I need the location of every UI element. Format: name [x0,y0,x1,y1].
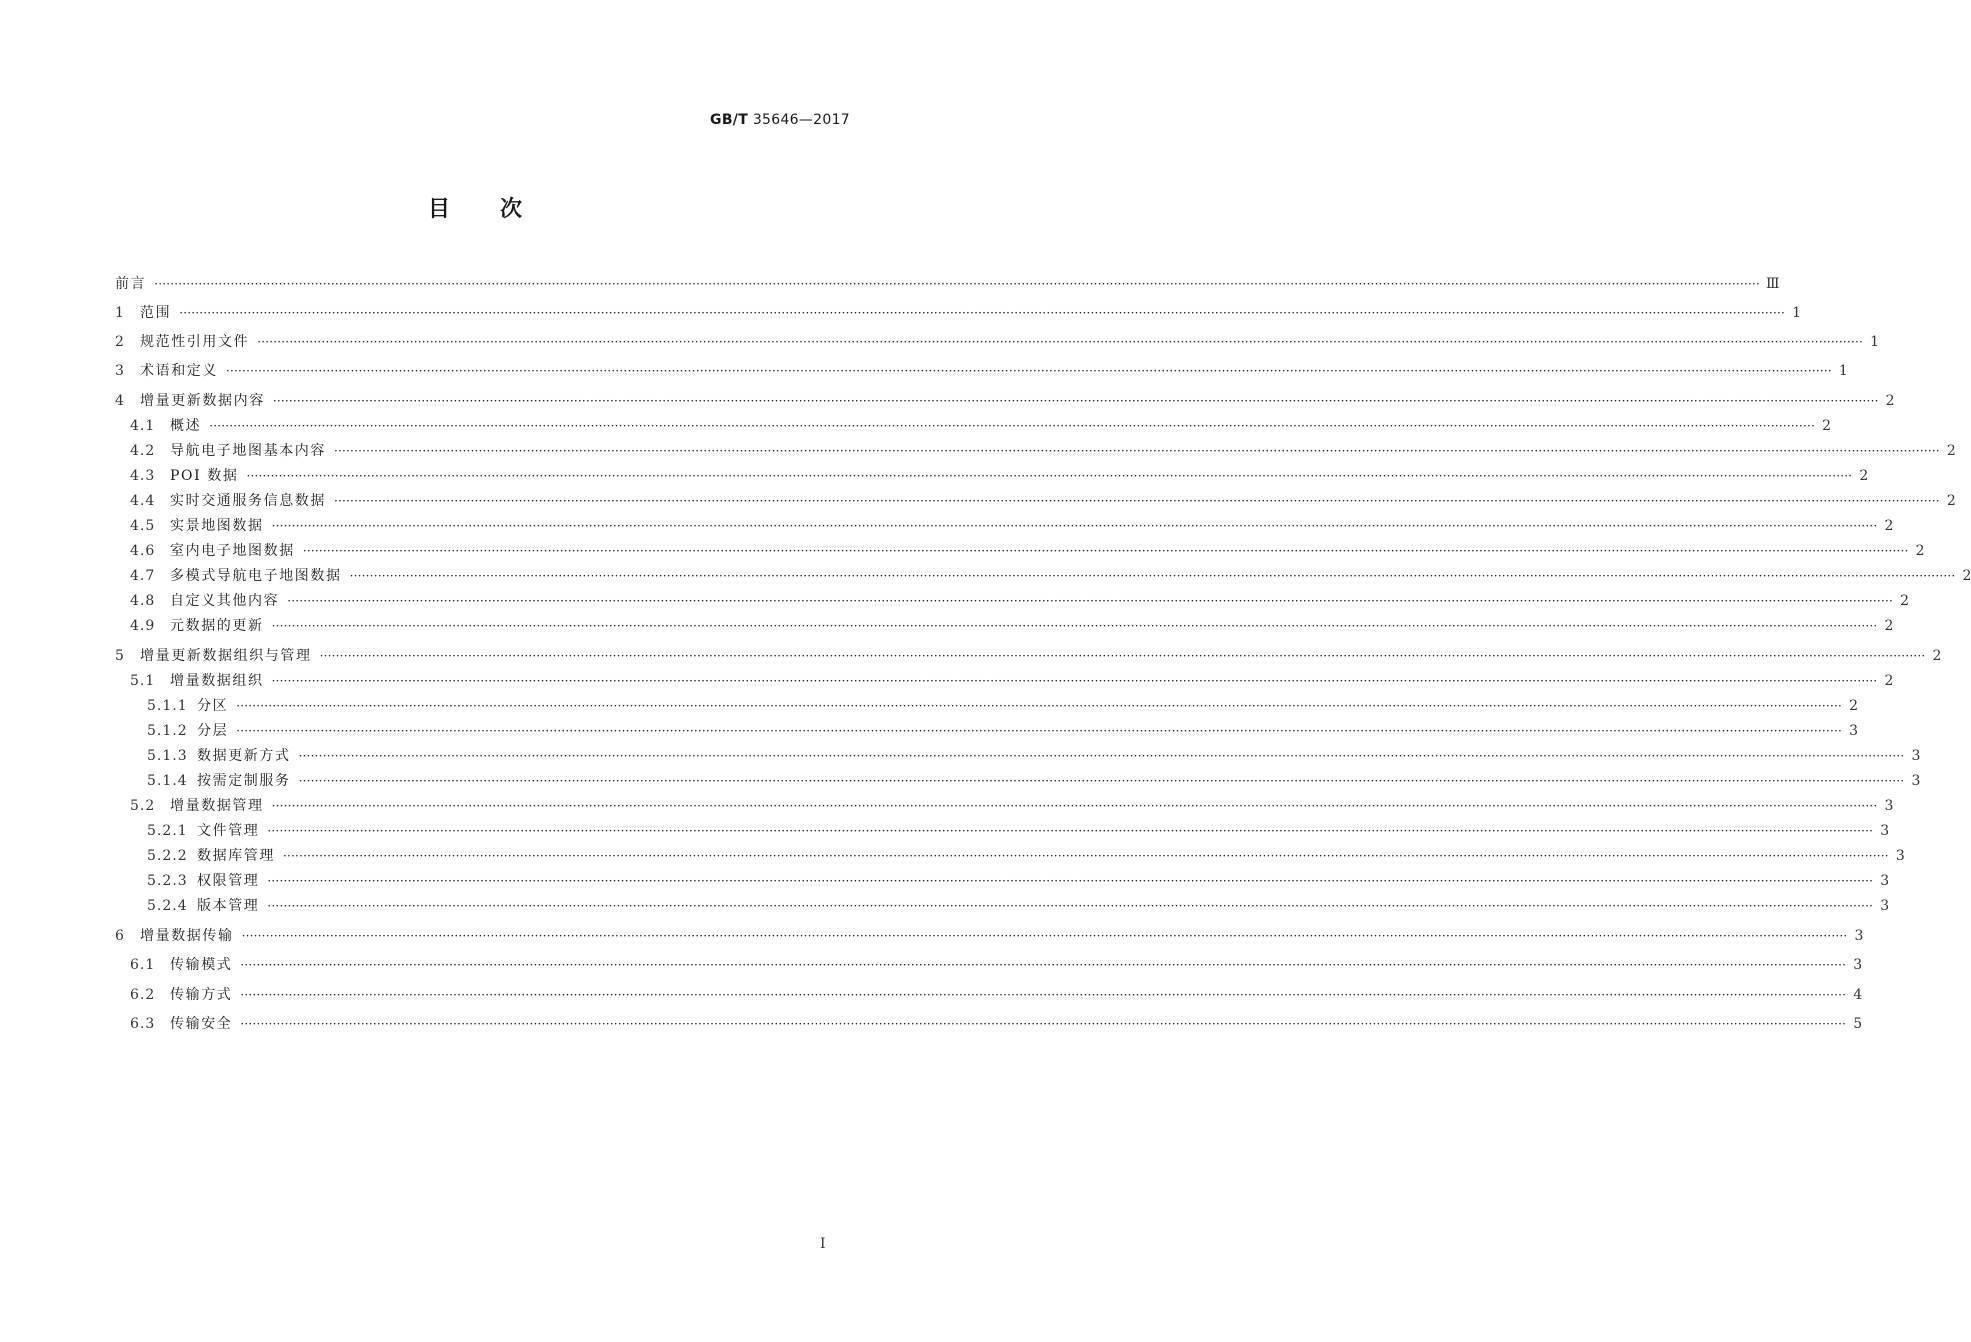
toc-entry[interactable] [130,491,1956,511]
toc-entry[interactable] [130,591,1909,611]
toc-entry-page: 3 [1880,823,1890,839]
toc-entry[interactable] [147,846,1905,866]
toc-entry[interactable] [130,566,1971,586]
toc-entry-page: 2 [1884,518,1894,534]
toc-entry-number: 2 [115,334,125,350]
toc-entry-page: 2 [1946,443,1956,459]
toc-entry[interactable] [147,721,1858,741]
toc-entry[interactable] [130,541,1925,561]
toc-entry-page: 1 [1870,334,1879,350]
toc-leader-dots: ················································································································································································································································································································································································································ [267,899,1874,913]
toc-leader-dots: ················································································································································································································································································································································································································ [226,364,1832,378]
toc-entry[interactable] [130,416,1831,436]
toc-entry-number: 5 [115,648,125,664]
toc-entry-label: 数据库管理 [197,848,275,864]
toc-leader-dots: ················································································································································································································································································································································································································ [209,419,1815,433]
toc-entry-number: 6.3 [130,1016,156,1032]
toc-entry-page: 5 [1853,1016,1863,1032]
toc-entry-number: 4.9 [130,618,156,634]
toc-entry-page: 3 [1880,898,1890,914]
toc-leader-dots: ················································································································································································································································································································································································································ [349,569,1956,583]
toc-leader-dots: ················································································································································································································································································································································································································ [287,594,1893,608]
toc-entry-label: 传输安全 [170,1016,233,1032]
toc-leader-dots: ················································································································································································································································································································································································································ [246,469,1853,483]
toc-entry-number: 5.2.3 [147,873,188,889]
toc-entry-number: 3 [115,363,125,379]
toc-entry-number: 1 [115,305,125,321]
toc-entry-number: 4.4 [130,493,156,509]
toc-entry-number: 5.1.3 [147,748,188,764]
toc-leader-dots: ················································································································································································································································································································································································································ [240,1017,1847,1031]
toc-entry-page: 1 [1792,305,1801,321]
toc-entry[interactable] [147,871,1890,891]
toc-entry-number: 5.2.2 [147,848,188,864]
page-number: Ⅰ [820,1236,826,1252]
toc-entry-number: 5.2.1 [147,823,188,839]
toc-entry-label: 增量数据传输 [140,928,234,944]
toc-leader-dots: ················································································································································································································································································································································································································ [236,699,1842,713]
toc-leader-dots: ················································································································································································································································································································································································································ [334,444,1940,458]
toc-entry[interactable] [130,466,1869,486]
toc-leader-dots: ················································································································································································································································································································································································································ [298,774,1905,788]
toc-entry-page: 2 [1946,493,1956,509]
standard-prefix: GB/T [710,112,749,128]
toc-entry-label: 概述 [170,418,202,434]
toc-entry-page: 2 [1900,593,1909,609]
toc-entry-label: 规范性引用文件 [140,334,250,350]
toc-entry[interactable] [115,361,1848,381]
toc-entry[interactable] [130,985,1863,1005]
toc-entry-label: 按需定制服务 [197,773,291,789]
toc-entry-label: 实景地图数据 [170,518,264,534]
toc-entry-page: 2 [1849,698,1858,714]
toc-entry-label: 文件管理 [197,823,260,839]
toc-entry-page: 1 [1838,363,1848,379]
toc-leader-dots: ················································································································································································································································································································································································································ [272,394,1879,408]
toc-entry-page: 2 [1859,468,1869,484]
toc-leader-dots: ················································································································································································································································································································································································································ [283,849,1889,863]
toc-entry-page: 2 [1884,673,1894,689]
standard-number: 35646—2017 [752,112,850,128]
toc-entry-number: 4.8 [130,593,156,609]
toc-leader-dots: ················································································································································································································································································································································································································ [271,519,1878,533]
toc-entry-number: 5.1.4 [147,773,188,789]
toc-entry[interactable] [115,303,1801,323]
toc-entry[interactable] [130,671,1894,691]
toc-entry-page: 3 [1911,748,1921,764]
toc-entry-label: 元数据的更新 [170,618,264,634]
toc-leader-dots: ················································································································································································································································································································································································································ [240,958,1847,972]
toc-entry[interactable] [130,796,1894,816]
toc-leader-dots: ················································································································································································································································································································································································································ [302,544,1909,558]
toc-leader-dots: ················································································································································································································································································································································································································ [257,335,1863,349]
toc-entry-number: 4.6 [130,543,156,559]
toc-entry[interactable] [115,646,1942,666]
toc-entry-page: 3 [1854,928,1864,944]
toc-leader-dots: ················································································································································································································································································································································································································ [271,619,1878,633]
toc-entry-page: 3 [1880,873,1890,889]
toc-leader-dots: ················································································································································································································································································································································································································ [267,874,1874,888]
toc-entry-page: 3 [1849,723,1858,739]
toc-entry-number: 5.2 [130,798,156,814]
toc-entry-label: 增量更新数据组织与管理 [140,648,312,664]
toc-entry[interactable] [115,274,1780,294]
toc-leader-dots: ················································································································································································································································································································································································································ [267,824,1874,838]
toc-entry-page: 2 [1822,418,1831,434]
toc-leader-dots: ················································································································································································································································································································································································································ [236,724,1842,738]
toc-entry-label: 实时交通服务信息数据 [170,493,326,509]
toc-entry[interactable] [147,771,1921,791]
toc-entry-label: 分层 [197,723,229,739]
toc-entry-page: 3 [1895,848,1905,864]
toc-leader-dots: ················································································································································································································································································································································································································ [240,988,1847,1002]
toc-entry-page: 3 [1884,798,1894,814]
toc-entry-label: 多模式导航电子地图数据 [170,568,342,584]
toc-entry-page: Ⅲ [1765,276,1780,292]
toc-entry-number: 5.2.4 [147,898,188,914]
toc-entry-label: POI 数据 [170,468,239,484]
toc-entry-label: 导航电子地图基本内容 [170,443,326,459]
toc-entry[interactable] [115,926,1864,946]
toc-leader-dots: ················································································································································································································································································································································································································ [241,929,1848,943]
toc-entry-number: 5.1.2 [147,723,188,739]
toc-entry-label: 分区 [197,698,229,714]
toc-entry-number: 5.1.1 [147,698,188,714]
toc-leader-dots: ················································································································································································································································································································································································································ [271,674,1878,688]
toc-entry-label: 权限管理 [197,873,260,889]
toc-entry-label: 传输方式 [170,987,233,1003]
toc-entry-number: 4.5 [130,518,156,534]
toc-entry-page: 3 [1853,957,1863,973]
toc-leader-dots: ················································································································································································································································································································································································································ [319,649,1926,663]
toc-entry-label: 版本管理 [197,898,260,914]
toc-entry-number: 5.1 [130,673,156,689]
toc-entry-number: 4.7 [130,568,156,584]
toc-entry[interactable] [147,821,1890,841]
toc-entry-number: 4.2 [130,443,156,459]
toc-entry[interactable] [147,896,1890,916]
toc-entry-label: 传输模式 [170,957,233,973]
toc-leader-dots: ················································································································································································································································································································································································································ [154,277,1760,291]
toc-entry-page: 2 [1884,618,1894,634]
toc-entry-number: 6.1 [130,957,156,973]
toc-entry-number: 4.1 [130,418,156,434]
toc-entry-label: 数据更新方式 [197,748,291,764]
toc-entry[interactable] [130,516,1894,536]
toc-entry[interactable] [147,696,1858,716]
toc-entry-page: 2 [1885,393,1895,409]
toc-entry-number: 4 [115,393,125,409]
toc-leader-dots: ················································································································································································································································································································································································································ [298,749,1905,763]
page-title: 目次 [427,197,572,222]
toc-entry-number: 4.3 [130,468,156,484]
toc-entry-page: 3 [1911,773,1921,789]
toc-entry-number: 6 [115,928,125,944]
toc-entry[interactable] [115,391,1895,411]
toc-leader-dots: ················································································································································································································································································································································································································ [334,494,1940,508]
toc-entry-label: 自定义其他内容 [170,593,280,609]
toc-entry-label: 前言 [115,276,147,292]
toc-entry[interactable] [147,746,1921,766]
toc-entry-label: 增量更新数据内容 [140,393,265,409]
toc-entry-page: 2 [1915,543,1925,559]
toc-entry-number: 6.2 [130,987,156,1003]
toc-entry-label: 术语和定义 [140,363,218,379]
toc-entry-page: 4 [1853,987,1863,1003]
toc-entry[interactable] [130,1014,1863,1034]
toc-entry[interactable] [115,332,1879,352]
toc-entry-page: 2 [1932,648,1942,664]
toc-entry-label: 室内电子地图数据 [170,543,295,559]
toc-leader-dots: ················································································································································································································································································································································································································ [179,306,1785,320]
toc-entry-label: 范围 [140,305,172,321]
toc-leader-dots: ················································································································································································································································································································································································································ [271,799,1878,813]
toc-entry[interactable] [130,441,1956,461]
toc-entry[interactable] [130,616,1894,636]
toc-entry-label: 增量数据组织 [170,673,264,689]
toc-entry-page: 2 [1962,568,1971,584]
toc-entry-label: 增量数据管理 [170,798,264,814]
toc-entry[interactable] [130,955,1863,975]
